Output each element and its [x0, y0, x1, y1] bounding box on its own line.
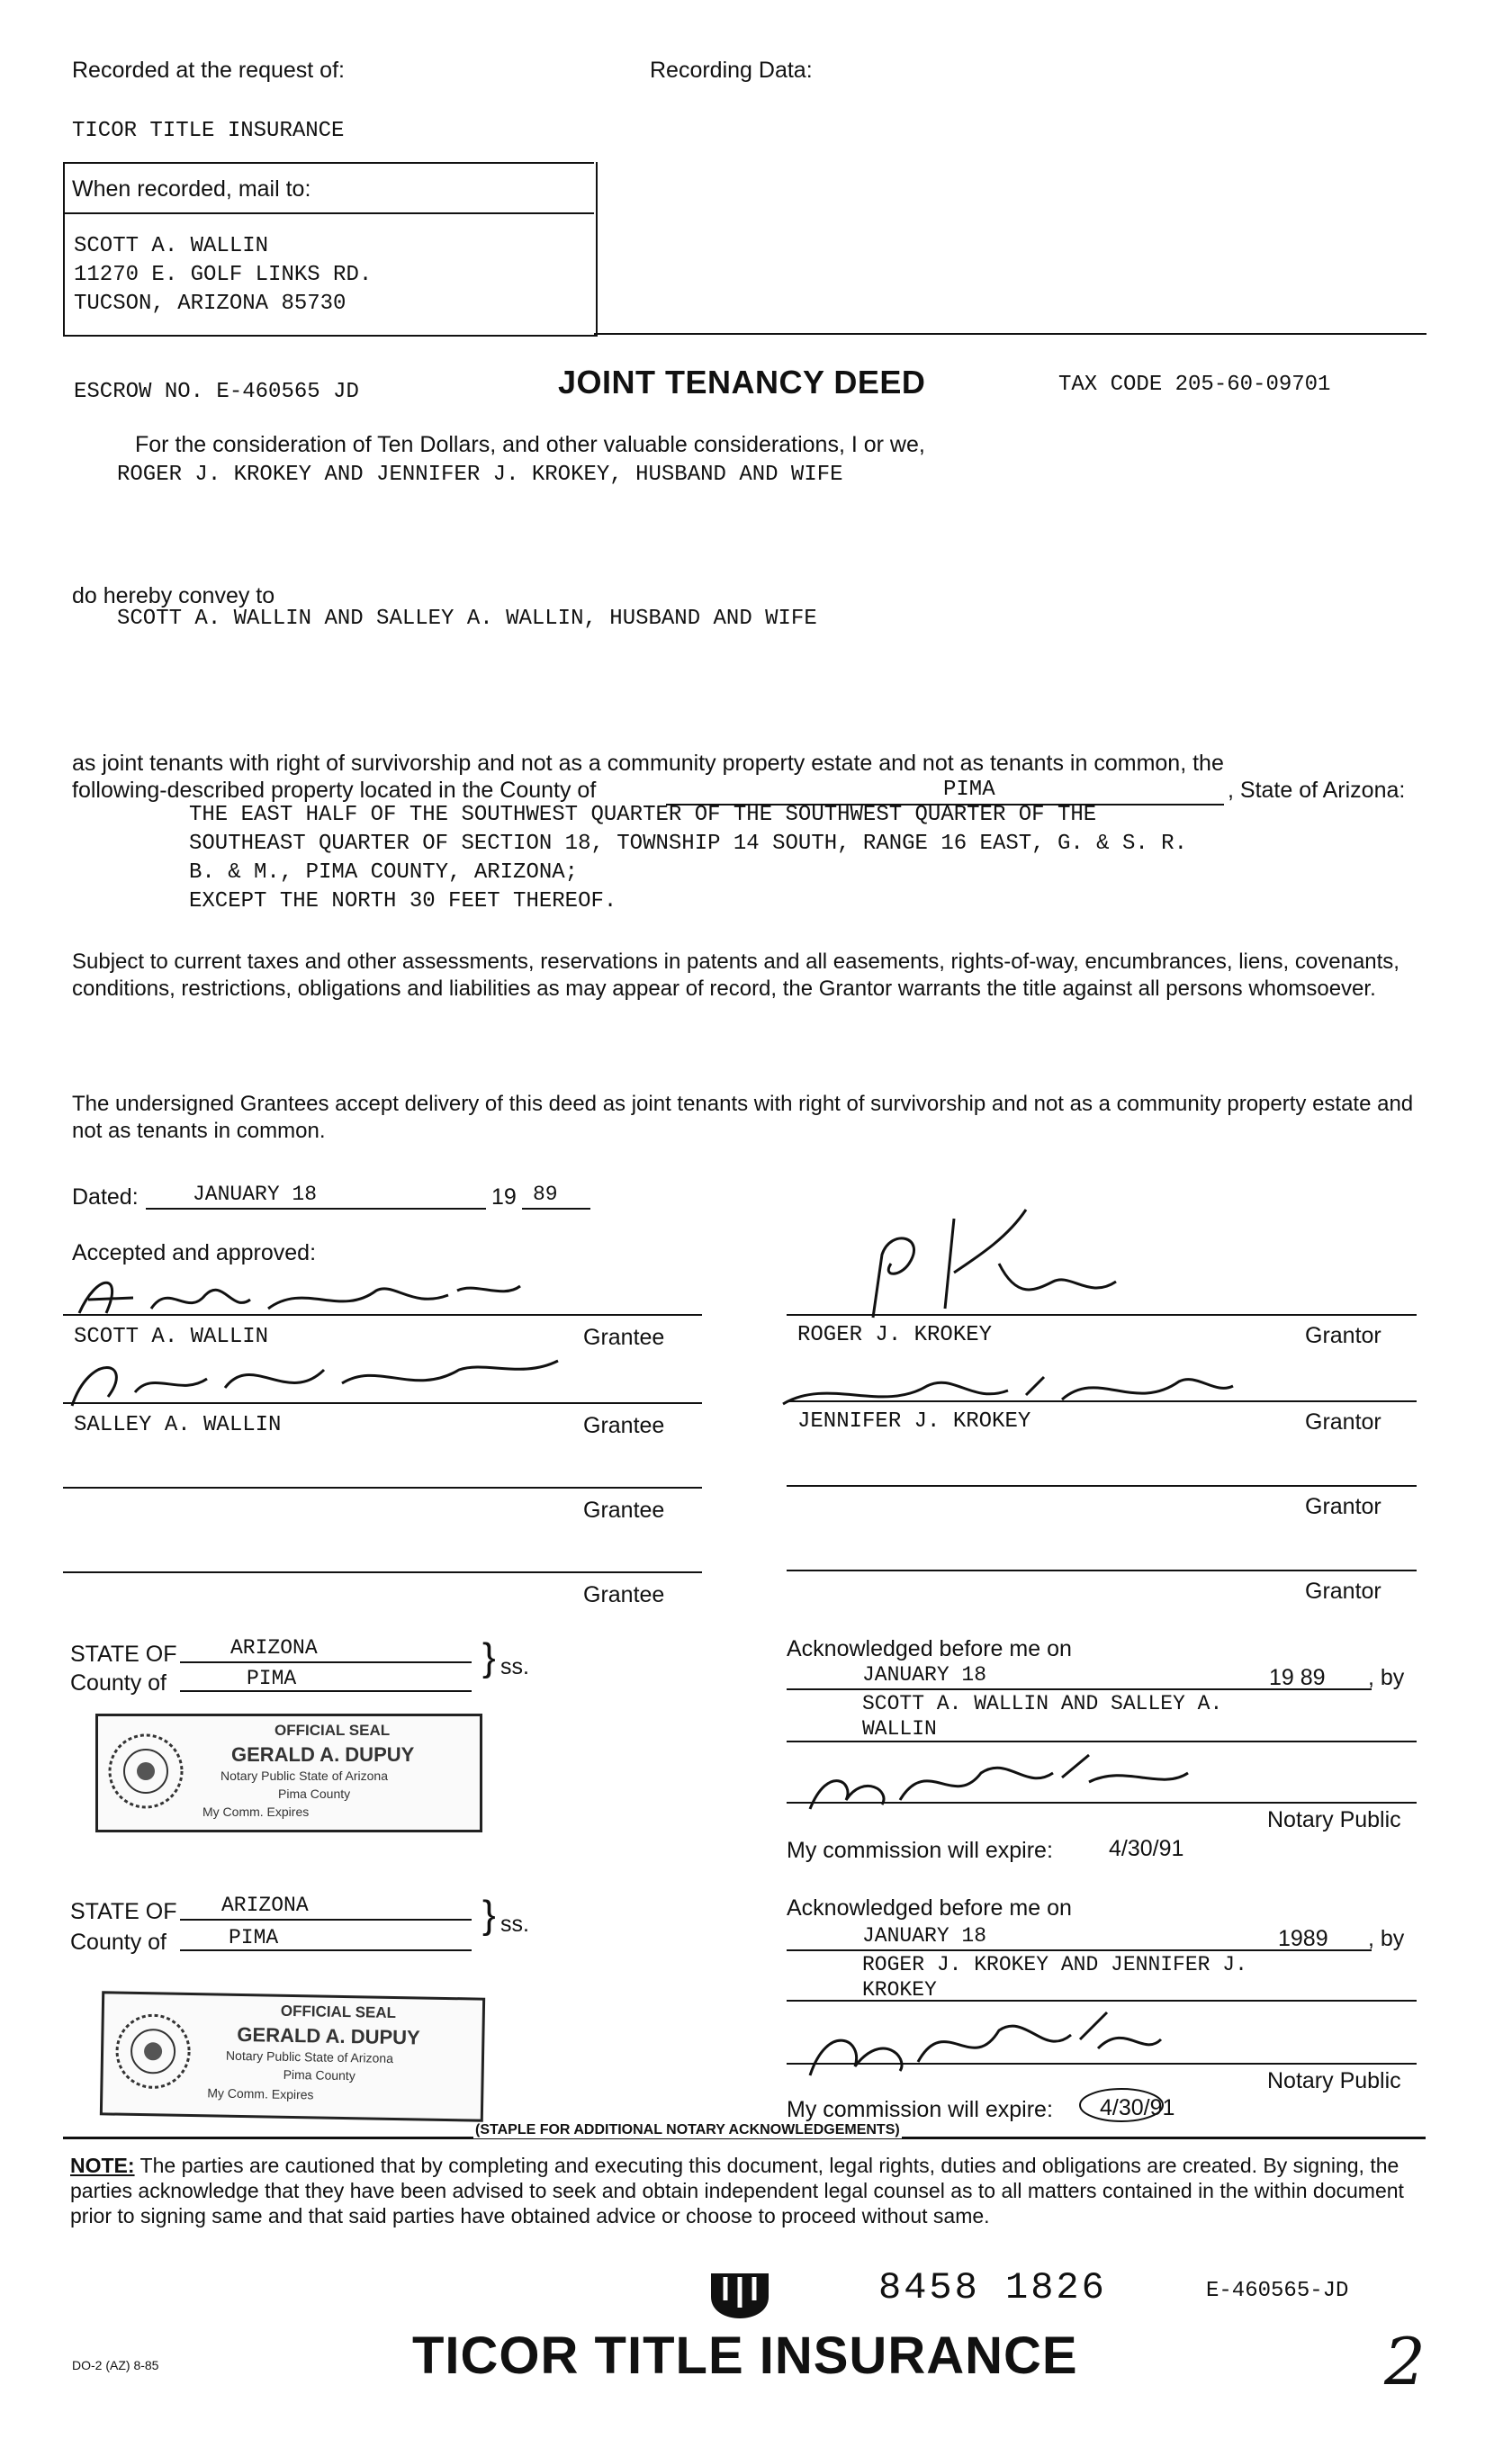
- notary1-ack-label: Acknowledged before me on: [787, 1636, 1072, 1661]
- year-prefix: 19: [491, 1184, 517, 1210]
- legal-description-line-2: SOUTHEAST QUARTER OF SECTION 18, TOWNSHIP 14 SOUTH, RANGE 16 EAST, G. & S. R.: [189, 832, 1187, 856]
- notary1-state-line: [180, 1661, 472, 1663]
- notary2-brace: }: [482, 1893, 496, 1937]
- notary2-notary-label: Notary Public: [1267, 2068, 1401, 2093]
- notary2-signature-line: [787, 2063, 1417, 2065]
- notary1-signature-line: [787, 1802, 1417, 1804]
- notary2-state-value: ARIZONA: [221, 1894, 309, 1917]
- recorded-at-request-label: Recorded at the request of:: [72, 58, 345, 83]
- grantor-role-2: Grantor: [1305, 1409, 1382, 1435]
- mail-to-line-3: TUCSON, ARIZONA 85730: [74, 292, 346, 316]
- grantee-line-2: [63, 1402, 702, 1404]
- notary1-state-value: ARIZONA: [230, 1636, 318, 1660]
- notary1-county-line: [180, 1690, 472, 1692]
- grantor-role-3: Grantor: [1305, 1494, 1382, 1519]
- escrow-number: ESCROW NO. E-460565 JD: [74, 380, 359, 404]
- notary2-ack-label: Acknowledged before me on: [787, 1895, 1072, 1921]
- notary2-county-label: County of: [70, 1930, 167, 1955]
- dated-blank-line: [146, 1208, 486, 1210]
- notary1-county-label: County of: [70, 1670, 167, 1696]
- notary1-seal-line: Notary Public State of Arizona: [220, 1768, 388, 1783]
- grantors-line: ROGER J. KROKEY AND JENNIFER J. KROKEY, HUSBAND AND WIFE: [117, 463, 843, 487]
- notary2-commission-label: My commission will expire:: [787, 2097, 1053, 2122]
- ticor-brand-footer: TICOR TITLE INSURANCE: [412, 2326, 1078, 2385]
- grantee-line-4: [63, 1571, 702, 1573]
- legal-description-line-3: B. & M., PIMA COUNTY, ARIZONA;: [189, 860, 579, 885]
- notary1-official-seal: [95, 1714, 482, 1832]
- notary1-ack-names-2: WALLIN: [862, 1717, 937, 1741]
- mail-to-label: When recorded, mail to:: [72, 176, 311, 202]
- salley-wallin-signature: [54, 1343, 576, 1415]
- grantee-role-2: Grantee: [583, 1413, 665, 1438]
- legal-description-line-1: THE EAST HALF OF THE SOUTHWEST QUARTER OF THE SOUTHWEST QUARTER OF THE: [189, 803, 1097, 827]
- notary1-seal-county: Pima County: [278, 1786, 351, 1801]
- notary2-ss: ss.: [500, 1912, 529, 1937]
- notary2-ack-names-1: ROGER J. KROKEY AND JENNIFER J.: [862, 1953, 1247, 1976]
- notary1-seal-expires: My Comm. Expires: [202, 1804, 310, 1819]
- grantor-name-2: JENNIFER J. KROKEY: [797, 1409, 1031, 1434]
- notary2-seal-name: GERALD A. DUPUY: [237, 2022, 420, 2049]
- notary1-seal-title: OFFICIAL SEAL: [274, 1722, 391, 1739]
- grantor-role-4: Grantor: [1305, 1579, 1382, 1604]
- notary2-seal-line: Notary Public State of Arizona: [225, 2048, 394, 2066]
- staple-note: (STAPLE FOR ADDITIONAL NOTARY ACKNOWLEDGEMENTS): [475, 2122, 900, 2138]
- note-text: The parties are cautioned that by completing and executing this document, legal rights, duties and obligations are created. By signing, the parties acknowledge that they have been advised to seek and obtain independent legal counsel as to all matters contained in the within document prior to signing same and that said parties have obtained advice or choose to proceed without same.: [70, 2154, 1404, 2228]
- notary2-county-value: PIMA: [229, 1926, 279, 1949]
- notary1-commission-value: 4/30/91: [1109, 1836, 1184, 1861]
- tax-code: TAX CODE 205-60-09701: [1058, 373, 1331, 397]
- recording-area-divider: [594, 333, 1426, 335]
- notary1-seal-name: GERALD A. DUPUY: [231, 1743, 415, 1766]
- grantor-name-1: ROGER J. KROKEY: [797, 1323, 993, 1347]
- notary1-ack-year: 19 89: [1269, 1665, 1326, 1690]
- year-value: 89: [533, 1183, 558, 1206]
- notary2-signature: [792, 2003, 1170, 2084]
- notary1-ack-names-line: [787, 1741, 1417, 1742]
- grantor-line-4: [787, 1570, 1417, 1571]
- document-number: 8458 1826: [878, 2266, 1107, 2309]
- notary1-commission-label: My commission will expire:: [787, 1838, 1053, 1863]
- note-label: NOTE:: [70, 2154, 135, 2177]
- grantee-name-2: SALLEY A. WALLIN: [74, 1413, 282, 1437]
- dated-label: Dated:: [72, 1184, 139, 1210]
- grantee-line-1: [63, 1314, 702, 1316]
- notary1-ack-names-1: SCOTT A. WALLIN AND SALLEY A.: [862, 1692, 1223, 1715]
- notary2-ack-names-2: KROKEY: [862, 1978, 937, 2002]
- notary2-county-line: [180, 1949, 472, 1951]
- subject-to-paragraph: Subject to current taxes and other assessments, reservations in patents and all easements, rights-of-way, encumbrances, liens, covenants, conditions, restrictions, obligations and liabilities as may appear of record, the Grantor warrants the title against all persons whomsoever.: [72, 950, 1400, 1001]
- roger-krokey-signature: [855, 1201, 1143, 1327]
- notary2-by-label: , by: [1368, 1926, 1405, 1951]
- notary1-brace: }: [482, 1635, 496, 1679]
- notary2-seal-expires: My Comm. Expires: [207, 2085, 314, 2102]
- grantee-role-4: Grantee: [583, 1582, 665, 1607]
- grantee-role-1: Grantee: [583, 1325, 665, 1350]
- scott-wallin-signature: [70, 1264, 538, 1327]
- notary1-by-label: , by: [1368, 1665, 1405, 1690]
- legal-description-line-4: EXCEPT THE NORTH 30 FEET THEREOF.: [189, 889, 617, 914]
- notary1-notary-label: Notary Public: [1267, 1807, 1401, 1832]
- convey-label: do hereby convey to: [72, 583, 275, 608]
- year-blank-line: [522, 1208, 590, 1210]
- joint-tenants-text-2: following-described property located in the County of: [72, 778, 597, 803]
- notary1-state-label: STATE OF: [70, 1642, 177, 1667]
- grantor-line-2: [787, 1400, 1417, 1402]
- notary1-county-value: PIMA: [247, 1667, 297, 1690]
- accepted-approved-label: Accepted and approved:: [72, 1240, 317, 1265]
- notary1-seal-emblem: [105, 1731, 186, 1812]
- dated-value: JANUARY 18: [193, 1183, 318, 1206]
- notary1-signature: [792, 1746, 1206, 1818]
- footer-escrow-reference: E-460565-JD: [1206, 2279, 1349, 2303]
- form-code: DO-2 (AZ) 8-85: [72, 2358, 159, 2372]
- notary2-seal-emblem: [112, 2011, 194, 2093]
- notary2-seal-title: OFFICIAL SEAL: [280, 2002, 397, 2021]
- notary2-commission-value: 4/30/91: [1100, 2095, 1175, 2120]
- notary2-official-seal: [100, 1991, 485, 2121]
- grantee-line-3: [63, 1487, 702, 1489]
- county-value: PIMA: [943, 778, 995, 802]
- notary2-ack-year: 1989: [1278, 1926, 1328, 1951]
- notary1-ack-date: JANUARY 18: [862, 1663, 987, 1687]
- grantor-line-1: [787, 1314, 1417, 1316]
- grantees-accept-paragraph: The undersigned Grantees accept delivery of this deed as joint tenants with right of survivorship and not as a community property estate and not as tenants in common.: [72, 1092, 1414, 1143]
- grantor-line-3: [787, 1485, 1417, 1487]
- page-number-mark: 2: [1384, 2324, 1426, 2399]
- notary2-state-label: STATE OF: [70, 1899, 177, 1924]
- notary2-ack-date: JANUARY 18: [862, 1924, 987, 1948]
- state-suffix: , State of Arizona:: [1228, 778, 1406, 803]
- ticor-logo-icon: [707, 2264, 772, 2320]
- mail-to-line-2: 11270 E. GOLF LINKS RD.: [74, 263, 373, 287]
- grantor-role-1: Grantor: [1305, 1323, 1382, 1348]
- mail-to-line-1: SCOTT A. WALLIN: [74, 234, 269, 258]
- recording-data-label: Recording Data:: [650, 58, 813, 83]
- notary1-ss: ss.: [500, 1654, 529, 1679]
- grantee-name-1: SCOTT A. WALLIN: [74, 1325, 269, 1349]
- deed-title: JOINT TENANCY DEED: [558, 364, 926, 400]
- mail-to-divider: [63, 212, 594, 214]
- requester-name: TICOR TITLE INSURANCE: [72, 119, 345, 143]
- notary2-state-line: [180, 1919, 472, 1921]
- grantee-role-3: Grantee: [583, 1498, 665, 1523]
- notary2-seal-county: Pima County: [283, 2066, 356, 2084]
- commission-circle-mark: [1076, 2084, 1166, 2126]
- note-paragraph: [70, 2153, 1420, 2228]
- consideration-text: For the consideration of Ten Dollars, and other valuable considerations, I or we,: [135, 432, 925, 457]
- joint-tenants-text-1: as joint tenants with right of survivorship and not as a community property estate and not as tenants in common, the: [72, 751, 1224, 776]
- grantees-line: SCOTT A. WALLIN AND SALLEY A. WALLIN, HUSBAND AND WIFE: [117, 607, 817, 631]
